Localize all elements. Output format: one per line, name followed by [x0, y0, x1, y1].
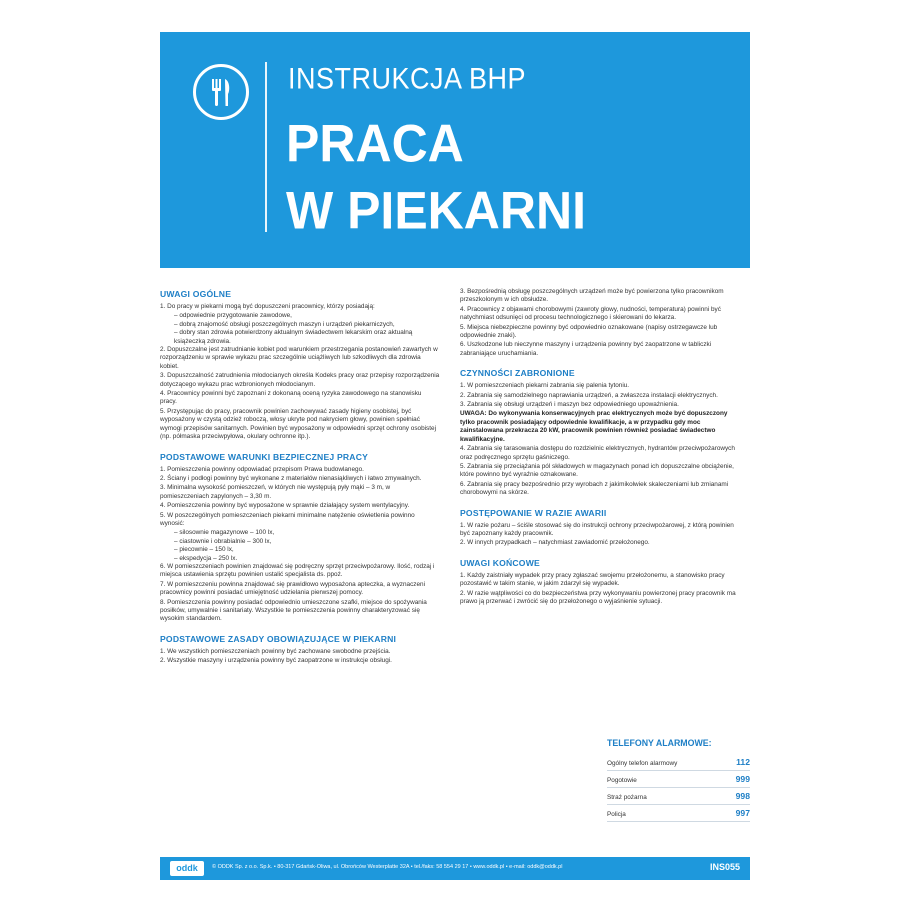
title-line-2: W PIEKARNI: [286, 181, 586, 241]
warning-note: UWAGA: Do wykonywania konserwacyjnych prac elektrycznych może być dopuszczony tylko pracownik posiadający odpowiednie kwalifikacje, a w przypadku gdy moc zainstalowana przekracza 20 kW, pracownik powinien również posiadać świadectwo kwalifikacyjne.: [460, 410, 728, 443]
list-item: 2. W innych przypadkach – natychmiast zawiadomić przełożonego.: [460, 539, 650, 547]
list-item: – piecownie – 150 lx,: [174, 546, 234, 554]
list-item: 5. Miejsca niebezpieczne powinny być odpowiednio oznakowane (napisy ostrzegawcze lub odpowiednie znaki).: [460, 323, 718, 340]
phone-number: 999: [735, 774, 750, 784]
list-item: 5. Przystępując do pracy, pracownik powinien zachowywać zasady higieny osobistej, być wyposażony w czystą odzież roboczą, włosy ukryte pod nakryciem głowy, powinien spełniać wymogi przepisów sanitarnych. Powinien być wyposażony w odpowiedni sprzęt ochrony osobistej (np. półmaska przeciwpyłowa, okulary ochronne itp.).: [160, 407, 436, 441]
phone-row: [607, 788, 750, 805]
section-title-forbidden: CZYNNOŚCI ZABRONIONE: [460, 368, 575, 379]
list-item: 2. Wszystkie maszyny i urządzenia powinny być zaopatrzone w instrukcje obsługi.: [160, 657, 392, 665]
list-item: 5. Zabrania się przeciążania pól składowych w magazynach ponad ich dopuszczalne obciążenie, które powinno być wyraźnie oznakowane.: [460, 462, 734, 479]
phone-number: 998: [735, 791, 750, 801]
list-item: 4. Pracownicy z objawami chorobowymi (zawroty głowy, nudności, temperatura) powinni być natychmiast odsunięci od procesu technologicznego i skierowani do lekarza.: [460, 305, 721, 322]
list-item: 8. Pomieszczenia powinny posiadać odpowiednio umieszczone szafki, miejsce do spożywania posiłków, umywalnie i sanitariaty. Wszystkie te pomieszczenia powinny charakteryzować się wysokim standardem.: [160, 598, 427, 623]
header-banner: [160, 32, 750, 268]
list-item: – odpowiednie przygotowanie zawodowe,: [174, 312, 292, 320]
phone-row: [607, 771, 750, 788]
right-column: [460, 288, 740, 607]
list-item: 1. W razie pożaru – ściśle stosować się do instrukcji ochrony przeciwpożarowej, z którą powinien być zapoznany każdy pracownik.: [460, 521, 734, 537]
list-item: – dobry stan zdrowia potwierdzony aktualnym świadectwem lekarskim oraz aktualną książeczką zdrowia.: [174, 329, 413, 345]
list-item: 3. Bezpośrednią obsługę poszczególnych urządzeń może być powierzona tylko pracownikom przeszkolonym w ich obsłudze.: [460, 288, 724, 304]
phone-label: Policja: [607, 811, 626, 818]
document-title: [286, 110, 586, 244]
emergency-phones: [607, 738, 750, 822]
phone-row: [607, 754, 750, 771]
list-item: 2. W razie wątpliwości co do bezpieczeństwa przy wykonywaniu powierzonej pracy pracownik ma prawo ją przerwać i zwrócić się do przełożonego o wyjaśnienie sytuacji.: [460, 589, 736, 605]
list-item: 1. We wszystkich pomieszczeniach powinny być zachowane swobodne przejścia.: [160, 647, 391, 655]
header-divider: [265, 62, 267, 232]
phone-label: Straż pożarna: [607, 794, 647, 801]
list-item: 4. Pracownicy powinni być zapoznani z dokonaną oceną ryzyka zawodowego na stanowisku pracy.: [160, 390, 422, 406]
document-code: INS055: [709, 862, 740, 872]
document-subtitle: INSTRUKCJA BHP: [288, 62, 527, 95]
section-title-conditions: PODSTAWOWE WARUNKI BEZPIECZNEJ PRACY: [160, 451, 369, 462]
oddk-logo: oddk: [170, 861, 204, 876]
list-item: 4. Pomieszczenia powinny być wyposażone w sprawnie działający system wentylacyjny.: [160, 502, 410, 510]
list-item: 6. W pomieszczeniach powinien znajdować się podręczny sprzęt przeciwpożarowy. Ilość, rodzaj i miejsca ustawienia sprzętu powinien ustalić specjalista ds. ppoż.: [160, 562, 435, 579]
section-title-emergency: POSTĘPOWANIE W RAZIE AWARII: [460, 507, 607, 518]
section-title-general: UWAGI OGÓLNE: [160, 289, 232, 299]
list-item: 6. Uszkodzone lub nieczynne maszyny i urządzenia powinny być zaopatrzone w tabliczki zabraniające uruchamiania.: [460, 341, 712, 357]
list-item: 1. Do pracy w piekarni mogą być dopuszczeni pracownicy, którzy posiadają:: [160, 303, 375, 310]
section-title-final: UWAGI KOŃCOWE: [460, 557, 540, 568]
left-column: [160, 288, 440, 667]
list-item: 5. W poszczególnych pomieszczeniach piekarni minimalne natężenie oświetlenia powinno wynosić:: [160, 511, 415, 527]
list-item: – dobrą znajomość obsługi poszczególnych maszyn i urządzeń piekarniczych,: [174, 320, 395, 328]
list-item: 2. Ściany i podłogi powinny być wykonane z materiałów nienasiąkliwych i łatwo zmywalnych.: [160, 474, 422, 482]
list-item: – ciastownie i obrabialnie – 300 lx,: [174, 537, 272, 545]
fork-knife-icon: [193, 64, 249, 120]
list-item: 3. Minimalna wysokość pomieszczeń, w których nie występują pyły mąki – 3 m, w pomieszczeniach zapylonych – 3,30 m.: [160, 484, 391, 500]
list-item: 3. Dopuszczalność zatrudnienia młodocianych określa Kodeks pracy oraz przepisy rozporządzenia dotyczącego wykazu prac wzbronionych młodocianym.: [160, 372, 440, 388]
list-item: 2. Zabrania się samodzielnego naprawiania urządzeń, a zwłaszcza instalacji elektrycznych.: [460, 391, 718, 399]
footer-bar: [160, 857, 750, 880]
list-item: 1. Pomieszczenia powinny odpowiadać przepisom Prawa budowlanego.: [160, 465, 364, 473]
list-item: 6. Zabrania się pracy bezpośrednio przy wyrobach z jakimikolwiek skaleczeniami lub zmianami chorobowymi na skórze.: [460, 480, 729, 497]
list-item: 1. Każdy zaistniały wypadek przy pracy zgłaszać swojemu przełożonemu, a stanowisko pracy pozostawić w takim stanie, w jakim zdarzył się wypadek.: [460, 571, 725, 588]
list-item: 7. W pomieszczeniu powinna znajdować się prawidłowo wyposażona apteczka, a wyznaczeni pracownicy powinni posiadać umiejętność udzielania pierwszej pomocy.: [160, 580, 425, 597]
phone-number: 112: [736, 757, 750, 767]
list-item: 3. Zabrania się obsługi urządzeń i maszyn bez odpowiedniego upoważnienia.: [460, 401, 679, 409]
list-item: – silosownie magazynowe – 100 lx,: [174, 529, 275, 537]
list-item: 4. Zabrania się tarasowania dostępu do rozdzielnic elektrycznych, hydrantów przeciwpożarowych oraz podręcznego sprzętu gaśniczego.: [460, 445, 735, 461]
list-item: – ekspedycja – 250 lx.: [174, 554, 238, 562]
list-item: 2. Dopuszczalne jest zatrudnianie kobiet pod warunkiem przestrzegania postanowień zawartych w rozporządzeniu w sprawie wykazu prac szczególnie uciążliwych lub szkodliwych dla zdrowia kobiet.: [160, 346, 438, 370]
footer-contact: © ODDK Sp. z o.o. Sp.k. • 80-317 Gdańsk-Oliwa, ul. Obrońców Westerplatte 32A • tel./faks: 58 554 29 17 • www.oddk.pl • e-mail: oddk@oddk.pl: [212, 864, 563, 870]
phone-label: Ogólny telefon alarmowy: [607, 760, 678, 767]
title-line-1: PRACA: [286, 114, 464, 173]
phone-number: 997: [735, 808, 750, 818]
section-title-rules: PODSTAWOWE ZASADY OBOWIĄZUJĄCE W PIEKARNI: [160, 633, 397, 644]
phone-row: [607, 805, 750, 822]
phone-label: Pogotowie: [607, 777, 637, 784]
instruction-sheet: [160, 32, 750, 880]
phones-title: TELEFONY ALARMOWE:: [607, 738, 712, 748]
list-item: 1. W pomieszczeniach piekarni zabrania się palenia tytoniu.: [460, 382, 630, 390]
